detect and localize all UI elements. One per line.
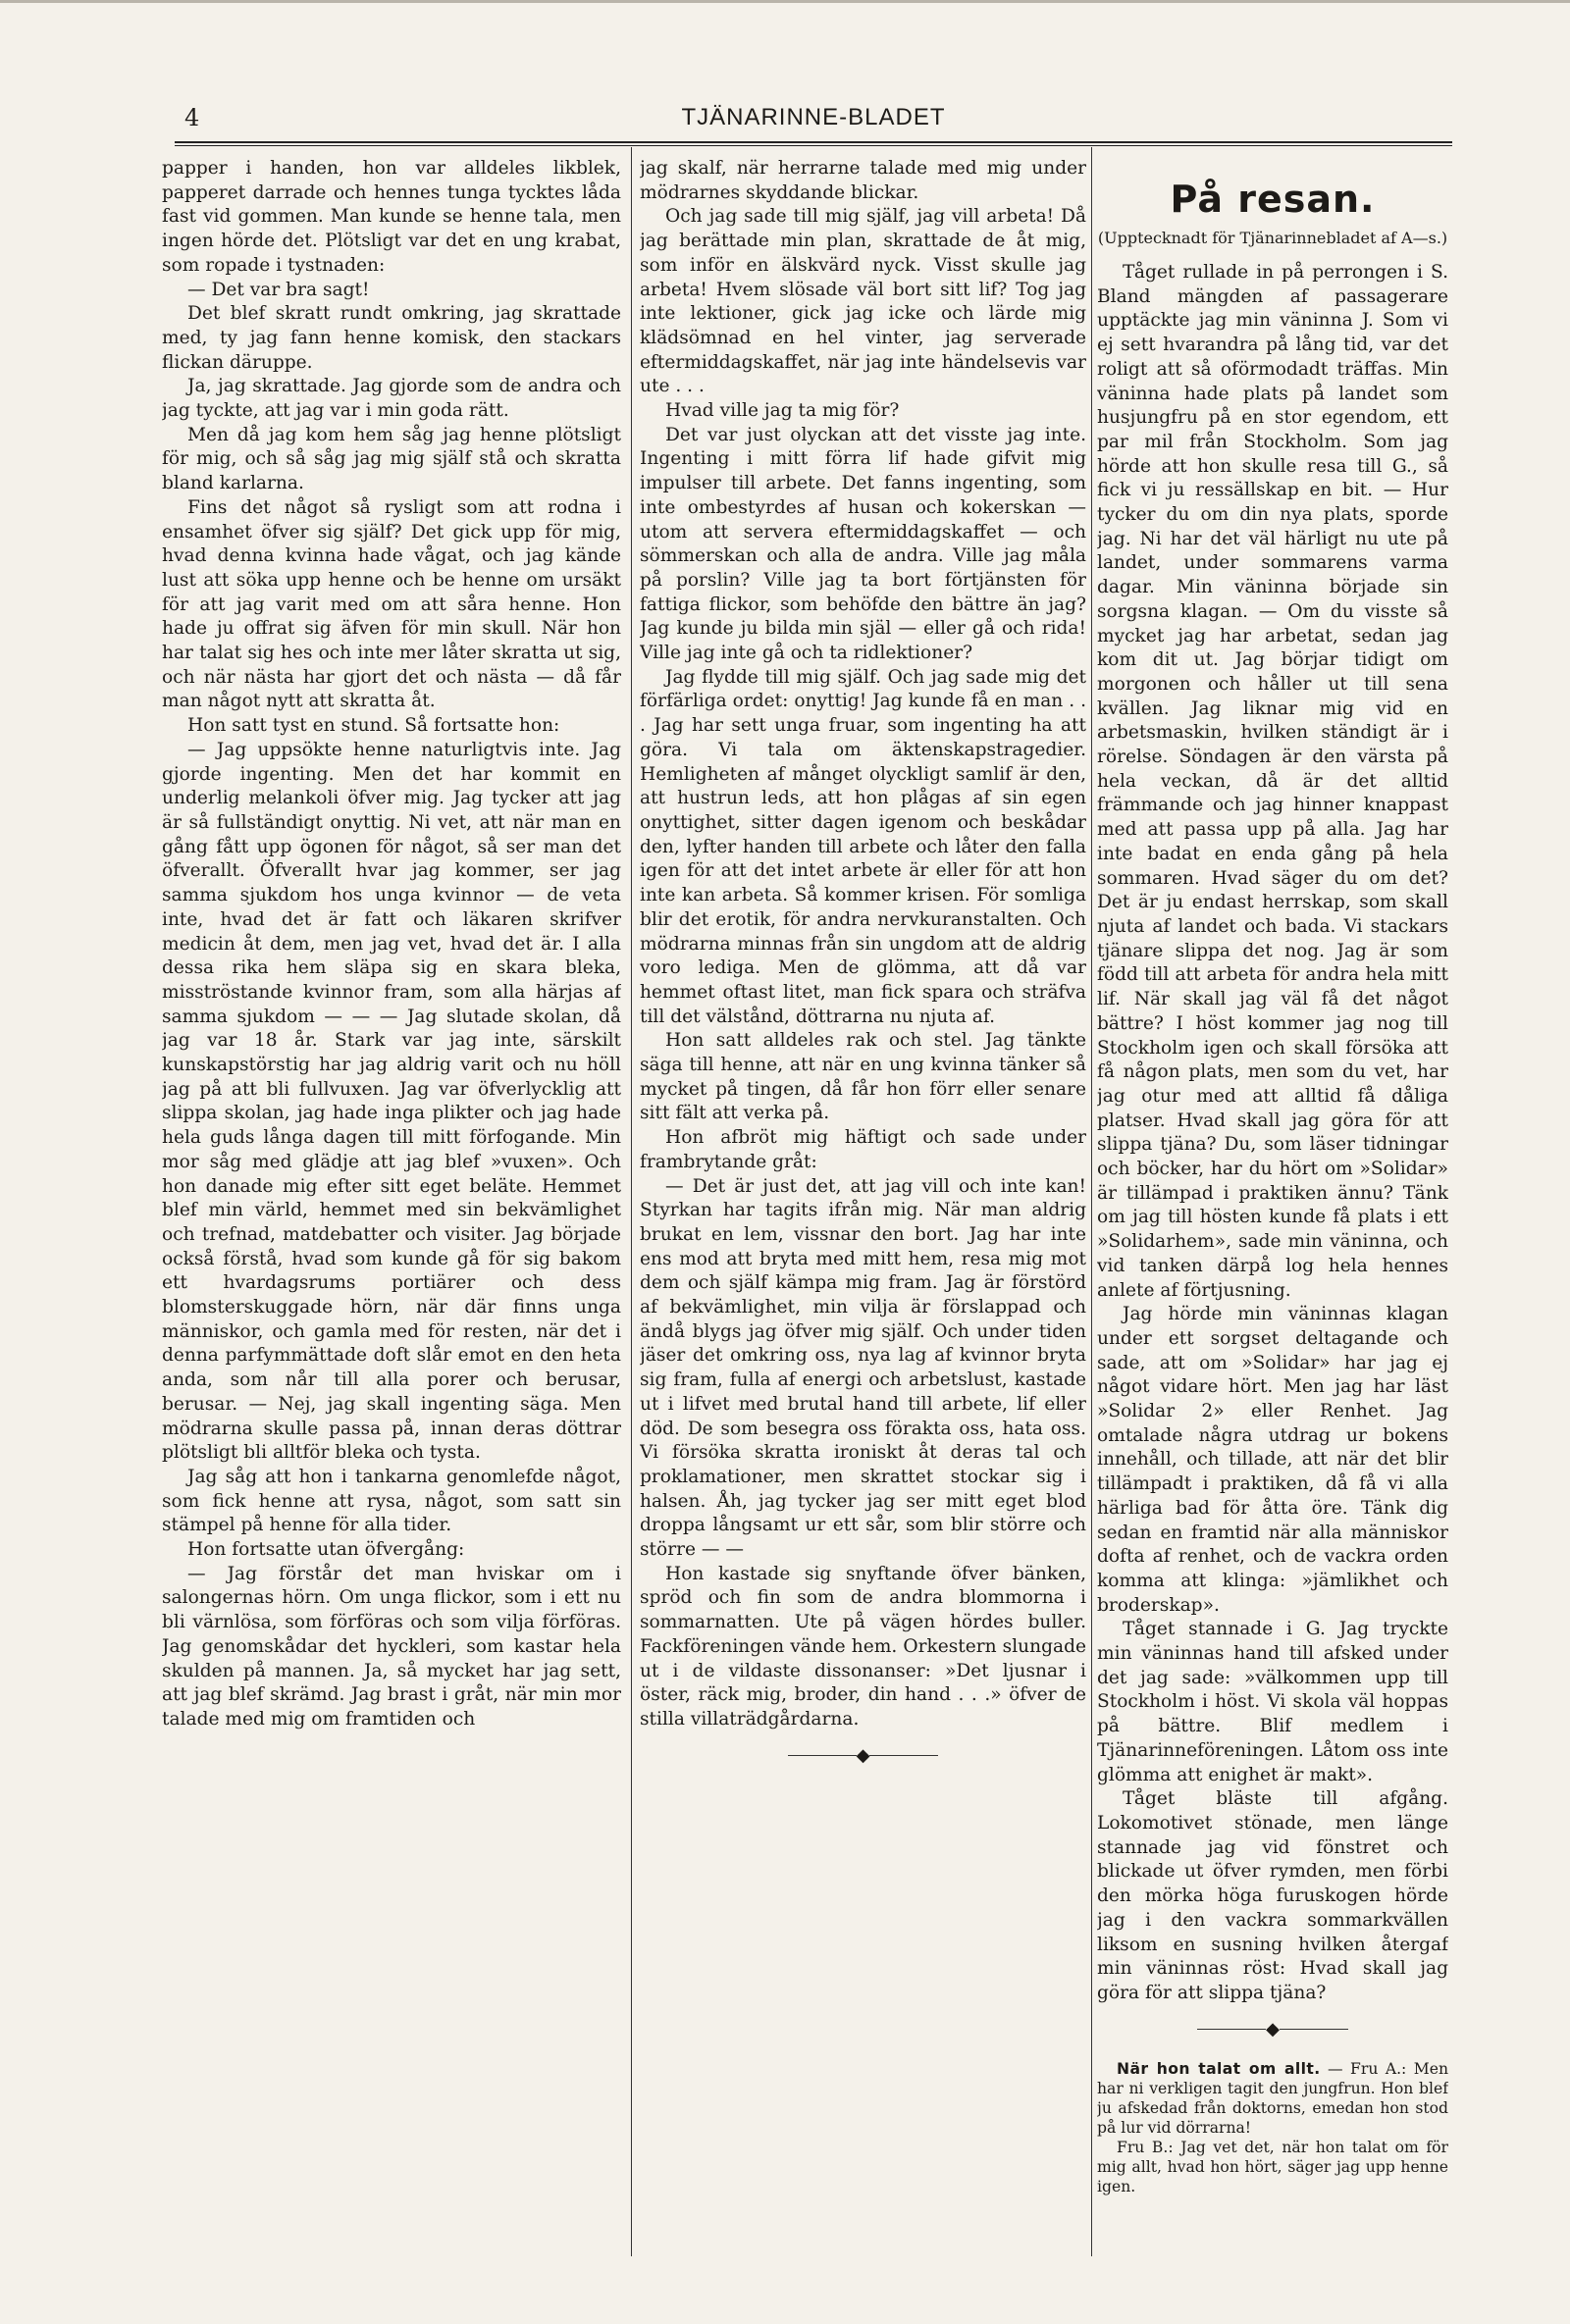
paragraph: papper i handen, hon var alldeles likblek, papperet darrade och hennes tunga tycktes låda fast vid gommen. Man kunde se henne tala, men ingen hörde det. Plötsligt var det en ung krabat, som ropade i tystnaden: <box>162 158 621 276</box>
column-divider-2 <box>1091 147 1092 2256</box>
anecdote-line-1 <box>1097 2059 1448 2138</box>
paragraph: Det blef skratt rundt omkring, jag skrattade med, ty jag fann henne komisk, den stackars flickan däruppe. <box>162 303 621 373</box>
paragraph: Hon kastade sig snyftande öfver bänken, spröd och fin som de andra blommorna i sommarnatten. Ute på vägen hördes buller. Fackföreningen vände hem. Orkestern slungade ut i de vildaste dissonanser: »Det ljusnar i öster, räck mig, broder, din hand . . .» öfver de stilla villaträdgårdarna. <box>640 1563 1086 1730</box>
column-divider-1 <box>631 147 632 2256</box>
paragraph: jag skalf, när herrarne talade med mig under mödrarnes skyddande blickar. <box>640 158 1086 203</box>
article-title: På resan. <box>1170 178 1376 221</box>
paragraph: Tåget stannade i G. Jag tryckte min väninnas hand till afsked under det jag sade: »välkommen upp till Stockholm i höst. Vi skola väl hoppas på bättre. Blif medlem i Tjänarinneföreningen. Låtom oss inte glömma att enighet är makt». <box>1097 1619 1448 1785</box>
page-header <box>175 102 1452 135</box>
anecdote-lead: När hon talat om allt. <box>1117 2059 1321 2078</box>
header-rule <box>175 141 1452 146</box>
anecdote-text-1: — Fru A.: Men har ni verkligen tagit den jungfrun. Hon blef ju afskedad från doktorns, emedan hon stod på lur vid dörrarna! <box>1097 2059 1448 2137</box>
paragraph: — Jag uppsökte henne naturligtvis inte. Jag gjorde ingenting. Men det har kommit en underlig melankoli öfver mig. Jag tycker att jag är så fullständigt onyttig. Ni vet, att när man en gång fått upp ögonen för något, så ser man det öfverallt. Öfverallt hvar jag kommer, ser jag samma sjukdom hos unga kvinnor — de veta inte, hvad det är fatt och läkaren skrifver medicin åt dem, men jag vet, hvad det är. I alla dessa rika hem släpa sig en skara bleka, misströstande kvinnor fram, som alla härjas af samma sjukdom — — — Jag slutade skolan, då jag var 18 år. Stark var jag inte, särskilt kunskapstörstig har jag aldrig varit och nu höll jag på att bli fullvuxen. Jag var öfverlycklig att slippa skolan, jag hade inga plikter och jag hade hela guds långa dagen till mitt förfogande. Min mor såg med glädje att jag blef »vuxen». Och hon danade mig efter sitt eget beläte. Hemmet blef min värld, hemmet med sin bekvämlighet och trefnad, matdebatter och visiter. Jag började också förstå, hvad som kunde gå för sig bakom ett hvardagsrums portiärer och dess blomsterskuggade hörn, när där finns unga människor, och gamla med för resten, när det i denna parfymmättade doft slår emot en den heta anda, som når till alla porer och berusar, berusar. — Nej, jag skall ingenting säga. Men mödrarna skulle passa på, innan deras döttrar plötsligt bli alltför bleka och tysta. <box>162 739 621 1464</box>
column-2 <box>640 157 1086 2266</box>
paragraph: Jag flydde till mig själf. Och jag sade mig det förfärliga ordet: onyttig! Jag kunde få en man . . . Jag har sett unga fruar, som ingenting ha att göra. Vi tala om äktenskapstragedier. Hemligheten af månget olyckligt samlif är den, att hustrun leds, att hon plågas af sin egen onyttighet, sitter dagen igenom och beskådar den, lyfter handen till arbete och låter den falla igen för att det intet arbete är eller för att hon inte kan arbeta. Så kommer krisen. För somliga blir det erotik, för andra nervkuranstalten. Och mödrarna minnas från sin ungdom att de aldrig voro lediga. Men de glömma, att då var hemmet oftast litet, man fick spara och sträfva till det välstånd, döttrarna nu njuta af. <box>640 666 1086 1027</box>
paragraph: — Det är just det, att jag vill och inte kan! Styrkan har tagits ifrån mig. När man aldrig brukat en lem, vissnar den bort. Jag har inte ens mod att bryta med mitt hem, resa mig mot dem och själf kämpa mig fram. Jag är förstörd af bekvämlighet, min vilja är förslappad och ändå blygs jag öfver mig själf. Och under tiden jäser det omkring oss, nya lag af kvinnor bryta sig fram, fulla af energi och arbetslust, kastade ut i lifvet med brutal hand till arbete, lif eller död. De som besegra oss förakta oss, hata oss. Vi försöka skratta ironiskt åt deras tal och proklamationer, men skrattet stockar sig i halsen. Åh, jag tycker jag ser mitt eget blod droppa långsamt ur ett sår, som blir större och större — — <box>640 1175 1086 1561</box>
anecdote <box>1097 2059 1448 2196</box>
section-ornament: ◆ <box>1097 2020 1448 2040</box>
paragraph: Det var just olyckan att det visste jag inte. Ingenting i mitt förra lif hade gifvit mig impulser till arbete. Det fanns ingenting, som inte ombestyrdes af husan och kokerskan — utom att servera eftermiddagskaffet — och sömmerskan och alla de andra. Ville jag måla på porslin? Ville jag ta bort förtjänsten för fattiga flickor, som behöfde den bättre än jag? Jag kunde ju bilda min själ — eller gå och rida! Ville jag inte gå och ta ridlektioner? <box>640 424 1086 664</box>
paragraph: Hon satt alldeles rak och stel. Jag tänkte säga till henne, att när en ung kvinna tänker så mycket på tingen, då får hon förr eller senare sitt fält att verka på. <box>640 1030 1086 1124</box>
paragraph: Ja, jag skrattade. Jag gjorde som de andra och jag tyckte, att jag var i min goda rätt. <box>162 376 621 422</box>
paragraph: Fins det något så rysligt som att rodna i ensamhet öfver sig själf? Det gick upp för mig, hvad denna kvinna hade vågat, och jag kände lust att söka upp henne och be henne om ursäkt för att jag varit med om att såra henne. Hon hade ju offrat sig äfven för min skull. När hon har talat sig hes och inte mer låter skratta ut sig, och när nästa har gjort det och nästa — då får man något nytt att skratta åt. <box>162 496 621 712</box>
newspaper-title: TJÄNARINNE-BLADET <box>681 104 946 130</box>
paragraph: Hon afbröt mig häftigt och sade under frambrytande gråt: <box>640 1127 1086 1172</box>
paragraph: Tåget bläste till afgång. Lokomotivet stönade, men länge stannade jag vid fönstret och blickade ut öfver rymden, men förbi den mörka höga furuskogen hörde jag i den vackra sommarkvällen liksom en susning hvilken återgaf min väninnas röst: Hvad skall jag göra för att slippa tjäna? <box>1097 1788 1448 2003</box>
anecdote-line-2: Fru B.: Jag vet det, när hon talat om för mig allt, hvad hon hört, säger jag upp henne igen. <box>1097 2138 1448 2195</box>
paragraph: Tåget rullade in på perrongen i S. Bland mängden af passagerare upptäckte jag min väninna J. Som vi ej sett hvarandra på lång tid, var det roligt att så oförmodadt träffas. Min väninna hade plats på landet som husjungfru på en stor egendom, ett par mil från Stockholm. Som jag hörde att hon skulle resa till G., så fick vi ju ressällskap en bit. — Hur tycker du om din nya plats, sporde jag. Ni har det väl härligt nu ute på landet, under sommarens varma dagar. Min väninna började sin sorgsna klagan. — Om du visste så mycket jag har arbetat, sedan jag kom dit ut. Jag börjar tidigt om morgonen och håller ut till sena kvällen. Jag liknar mig vid en arbetsmaskin, hvilken ständigt är i rörelse. Söndagen är den värsta på hela veckan, då är det alltid främmande och jag hinner knappast med att passa upp på alla. Jag har inte badat en enda gång på hela sommaren. Hvad säger du om det? Det är ju endast herrskap, som skall njuta af landet och bada. Vi stackars tjänare slippa det nog. Jag är som född till att arbeta för andra hela mitt lif. När skall jag väl få det något bättre? I höst kommer jag nog till Stockholm igen och skall försöka att få någon plats, men som du vet, har jag otur med att alltid få dåliga platser. Hvad skall jag göra för att slippa tjäna? Du, som läser tidningar och böcker, har du hört om »Solidar» är tillämpad i praktiken ännu? Tänk om jag till hösten kunde få plats i ett »Solidarhem», sade min väninna, och vid tanken därpå log hela hennes anlete af förtjusning. <box>1097 262 1448 1301</box>
article-byline: (Upptecknadt för Tjänarinnebladet af A—s.) <box>1097 229 1448 247</box>
paragraph: — Jag förstår det man hviskar om i salongernas hörn. Om unga flickor, som i ett nu bli värnlösa, som förföras och som vilja förföras. Jag genomskådar det hyckleri, som kastar hela skulden på mannen. Ja, så mycket har jag sett, att jag blef skrämd. Jag brast i gråt, när min mor talade med mig om framtiden och <box>162 1563 621 1730</box>
top-edge-line <box>0 0 1570 3</box>
paragraph: Hon fortsatte utan öfvergång: <box>187 1539 465 1561</box>
paragraph: Men då jag kom hem såg jag henne plötsligt för mig, och så såg jag mig själf stå och skratta bland karlarna. <box>162 424 621 494</box>
paragraph: — Det var bra sagt! <box>187 279 370 300</box>
end-ornament: ◆ <box>640 1746 1086 1766</box>
column-3 <box>1097 157 1448 2266</box>
paragraph: Jag såg att hon i tankarna genomlefde något, som fick henne att rysa, något, som satt sin stämpel på henne för alla tider. <box>162 1466 621 1536</box>
column-1 <box>162 157 621 2266</box>
paragraph: Hon satt tyst en stund. Så fortsatte hon: <box>187 715 560 737</box>
paragraph: Jag hörde min väninnas klagan under ett sorgset deltagande och sade, att om »Solidar» har jag ej något vidare hört. Men jag har läst »Solidar 2» eller Renhet. Jag omtalade några utdrag ur bokens innehåll, och tillade, att när det blir tillämpadt i praktiken, då få vi alla härliga bad för åtta öre. Tänk dig sedan en framtid när alla människor dofta af renhet, och de vackra orden komma att klinga: »jämlikhet och broderskap». <box>1097 1304 1448 1616</box>
paragraph: Hvad ville jag ta mig för? <box>665 400 900 422</box>
paragraph: Och jag sade till mig själf, jag vill arbeta! Då jag berättade min plan, skrattade de åt mig, som inför en älskvärd nyck. Visst skulle jag arbeta! Hvem slösade väl bort sitt lif? Tog jag inte lektioner, gick jag icke och lärde mig klädsömnad en hel vinter, jag serverade eftermiddagskaffet, när jag inte händelsevis var ute . . . <box>640 206 1086 397</box>
page-number: 4 <box>184 104 200 131</box>
